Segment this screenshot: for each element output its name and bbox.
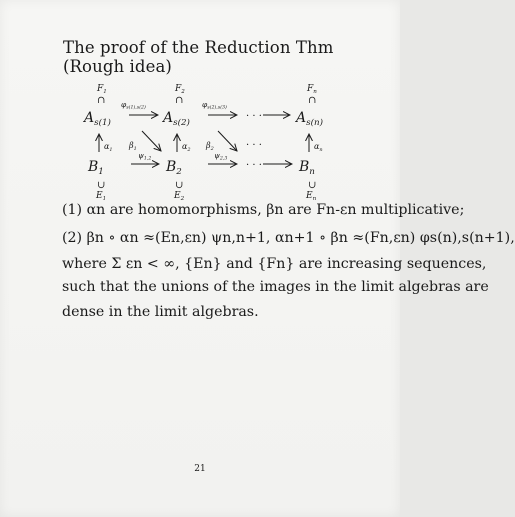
- label-e2: $E_2$: [174, 191, 185, 202]
- algebra-b1: $B_1$: [88, 159, 104, 178]
- map-phi-23: $\varphi_{s(2),s(3)}$: [202, 100, 227, 111]
- statement-line-2: (2) βn ∘ αn ≈(En,εn) ψn,n+1, αn+1 ∘ βn ≈(Fn,εn) φs(n),s(n+1),: [62, 230, 515, 246]
- dots-middle: · · ·: [246, 140, 262, 151]
- map-alpha-1: $\alpha_1$: [104, 142, 113, 153]
- algebra-a-s1: $A_{s(1)}$: [84, 110, 111, 129]
- map-phi-12: $\varphi_{s(1),s(2)}$: [121, 100, 146, 111]
- statement-line-4: such that the unions of the images in the limit algebras are: [62, 279, 489, 295]
- statement-line-1: (1) αn are homomorphisms, βn are Fn-εn multiplicative;: [62, 202, 465, 218]
- superset-symbol: ∪: [175, 180, 184, 191]
- label-en: $E_n$: [306, 191, 317, 202]
- arrow-beta-2: [218, 131, 237, 151]
- algebra-b2: $B_2$: [166, 159, 182, 178]
- statement-line-5: dense in the limit algebras.: [62, 304, 259, 320]
- map-psi-12: $\psi_{1,2}$: [138, 151, 152, 162]
- subset-symbol: ∩: [97, 95, 106, 106]
- dots-bottom: · · ·: [246, 160, 262, 171]
- algebra-a-sn: $A_{s(n)}$: [296, 110, 323, 129]
- map-beta-2: $\beta_2$: [206, 141, 214, 152]
- label-f1: $F_1$: [97, 84, 107, 95]
- dots-top: · · ·: [246, 111, 262, 122]
- algebra-a-s2: $A_{s(2)}$: [163, 110, 190, 129]
- label-f2: $F_2$: [175, 84, 185, 95]
- map-beta-1: $\beta_1$: [129, 141, 137, 152]
- page-title: The proof of the Reduction Thm (Rough idea): [63, 38, 334, 76]
- superset-symbol: ∪: [97, 180, 106, 191]
- label-fn: $F_n$: [307, 84, 317, 95]
- label-e1: $E_1$: [96, 191, 107, 202]
- page-number: 21: [194, 464, 206, 474]
- algebra-bn: $B_n$: [299, 159, 315, 178]
- statement-line-3: where Σ εn < ∞, {En} and {Fn} are increasing sequences,: [62, 256, 487, 272]
- map-alpha-2: $\alpha_2$: [182, 142, 191, 153]
- arrow-beta-1: [142, 131, 161, 151]
- superset-symbol: ∪: [308, 180, 317, 191]
- subset-symbol: ∩: [175, 95, 184, 106]
- subset-symbol: ∩: [308, 95, 317, 106]
- map-psi-23: $\psi_{2,3}$: [214, 151, 228, 162]
- map-alpha-n: $\alpha_n$: [314, 142, 323, 153]
